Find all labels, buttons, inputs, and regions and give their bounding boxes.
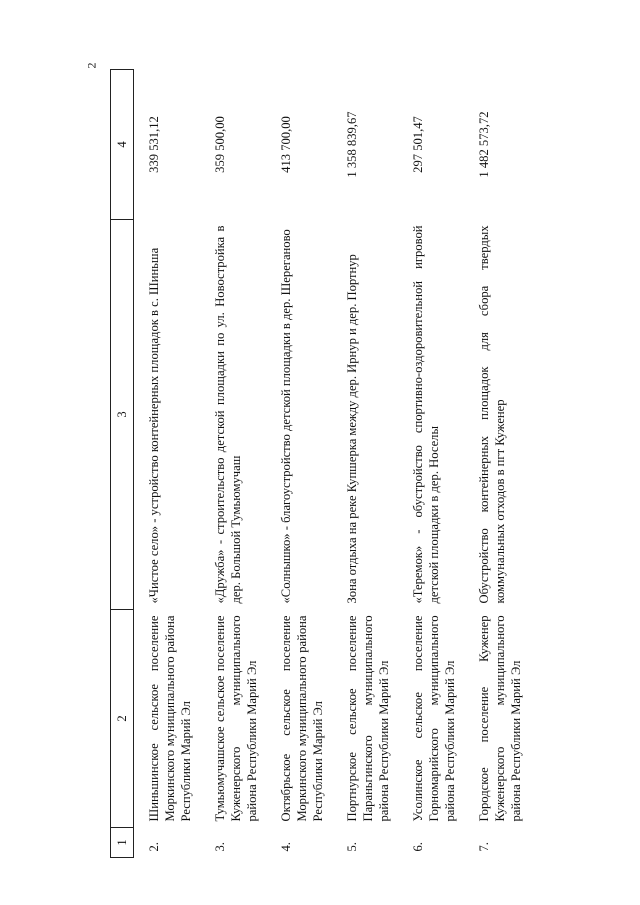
- rotated-table-container: [110, 70, 530, 858]
- project-description: «Теремок» - обустройство спортивно-оздоровительной игровой детской площадки в дер. Носелы: [411, 225, 441, 604]
- column-header-3: 3: [111, 220, 134, 610]
- settlement-name: Портнурское сельское поселение Параньгинского муниципального района Республики Марий Эл: [345, 615, 391, 822]
- amount-value: 413 700,00: [279, 116, 293, 173]
- row-number: 2.: [147, 842, 161, 852]
- row-number: 3.: [213, 842, 227, 852]
- amount-value: 359 500,00: [213, 116, 227, 173]
- table-header-row: [111, 70, 134, 858]
- settlement-name: Тумьюмучашское сельское поселение Куженерского муниципального района Республики Марий Эл: [213, 615, 259, 822]
- row-number: 4.: [279, 842, 293, 852]
- table-row: [464, 70, 530, 858]
- column-header-1: 1: [111, 828, 134, 858]
- row-number: 7.: [477, 842, 491, 852]
- allocation-table: [110, 69, 530, 858]
- settlement-name: Усолинское сельское поселение Горномарийского муниципального района Республики Марий Эл: [411, 615, 457, 822]
- page-number: 2: [84, 62, 99, 69]
- table-row: [398, 70, 464, 858]
- settlement-name: Шиньшинское сельское поселение Моркинского муниципального района Республики Марий Эл: [147, 615, 193, 822]
- row-number: 5.: [345, 842, 359, 852]
- project-description: «Чистое село» - устройство контейнерных площадок в с. Шиньша: [147, 247, 161, 604]
- project-description: Зона отдыха на реке Купшерка между дер. Ирнур и дер. Портнур: [345, 254, 359, 604]
- project-description: Обустройство контейнерных площадок для сбора твердых коммунальных отходов в пгт Куженер: [477, 225, 507, 604]
- table-row: [200, 70, 266, 858]
- amount-value: 1 358 839,67: [345, 111, 359, 178]
- amount-value: 1 482 573,72: [477, 111, 491, 178]
- column-header-4: 4: [111, 70, 134, 220]
- amount-value: 339 531,12: [147, 116, 161, 173]
- row-number: 6.: [411, 842, 425, 852]
- amount-value: 297 501,47: [411, 116, 425, 173]
- project-description: «Дружба» - строительство детской площадки по ул. Новостройка в дер. Большой Тумьюмучаш: [213, 225, 243, 604]
- project-description: «Солнышко» - благоустройство детской площадки в дер. Шереганово: [279, 229, 293, 604]
- table-row: [266, 70, 332, 858]
- table-row: [332, 70, 398, 858]
- settlement-name: Октябрьское сельское поселение Моркинского муниципального района Республики Марий Эл: [279, 615, 325, 822]
- table-row: [134, 70, 201, 858]
- settlement-name: Городское поселение Куженер Куженерского муниципального района Республики Марий Эл: [477, 615, 523, 822]
- column-header-2: 2: [111, 610, 134, 828]
